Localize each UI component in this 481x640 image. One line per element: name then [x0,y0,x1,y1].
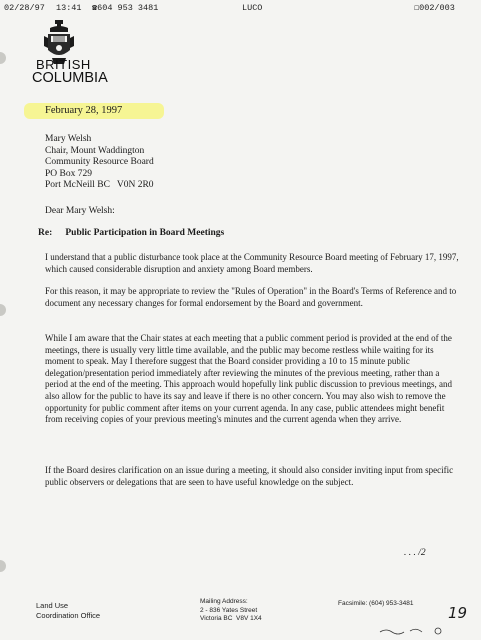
fax-sender: LUCO [242,3,263,13]
handwritten-page-number: 19 [448,604,468,622]
subject-label: Re: [38,228,53,238]
recipient-organization: Community Resource Board [45,157,154,167]
subject-line [38,228,224,238]
fax-date: 02/28/97 [4,3,45,13]
paragraph: For this reason, it may be appropriate to review the "Rules of Operation" in the Board's Terms of Reference and to document any necessary changes for formal endorsement by the Board and government. [45,286,457,308]
recipient-city-postal: Port McNeill BC V0N 2R0 [45,180,154,190]
continuation-mark: . . . /2 [404,548,426,558]
fax-time: 13:41 [56,3,82,13]
page-left-edge [0,0,7,640]
fax-page: ☐002/003 [414,3,455,13]
footer-department [36,601,100,621]
footer-dept-line1: Land Use [36,601,69,610]
letterhead-logo [32,58,142,86]
punch-hole [0,52,6,64]
footer-mailing-address [200,598,262,624]
paragraph: If the Board desires clarification on an issue during a meeting, it should also consider inviting input from specific public observers or delegations that are seen to have useful knowledge on the subject. [45,465,454,487]
subject-text: Public Participation in Board Meetings [65,228,225,238]
letterhead-line2: COLUMBIA [32,70,108,86]
punch-hole [0,304,6,316]
footer-mailing-label: Mailing Address: [200,598,248,605]
fax-page-icon: ☐ [414,3,420,13]
recipient-address [45,134,154,192]
paragraph: I understand that a public disturbance took place at the Community Resource Board meeting of February 17, 1997, which caused considerable disruption and anxiety among Board members. [45,252,459,274]
letter-date: February 28, 1997 [45,105,123,116]
punch-hole [0,560,6,572]
paragraph: While I am aware that the Chair states at each meeting that a public comment period is provided at the end of the meetings, there is usually very little time available, and the public may become restless while waiting for its moment to speak. May I therefore suggest that the Board consider providing a 10 to 15 minute public delegation/presentation period immediately after reviewing the minutes of the previous meeting, rather than a period at the end of the meeting. This approach would hopefully link public discussion to previous meetings, and also allow for the public to have its say and leave if there is no other concern. You may also wish to remove the opportunity for public comment after items on your current agenda. In any case, public attendees might benefit from receiving copies of your previous meeting's minutes and the current agenda when they arrive. [45,333,453,425]
fax-header [4,3,476,15]
footer-facsimile: Facsimile: (604) 953-3481 [338,600,414,607]
scribble-mark-icon [378,626,448,636]
salutation: Dear Mary Welsh: [45,206,115,216]
footer-mailing-line2: Victoria BC V8V 1X4 [200,615,262,622]
recipient-title: Chair, Mount Waddington [45,145,145,156]
fax-phone: ☎604 953 3481 [92,3,159,13]
footer-mailing-line1: 2 - 836 Yates Street [200,606,258,614]
recipient-name: Mary Welsh [45,134,92,144]
letterhead-line1: BRITISH [36,57,91,72]
footer-dept-line2: Coordination Office [36,611,101,620]
recipient-po-box: PO Box 729 [45,168,92,179]
